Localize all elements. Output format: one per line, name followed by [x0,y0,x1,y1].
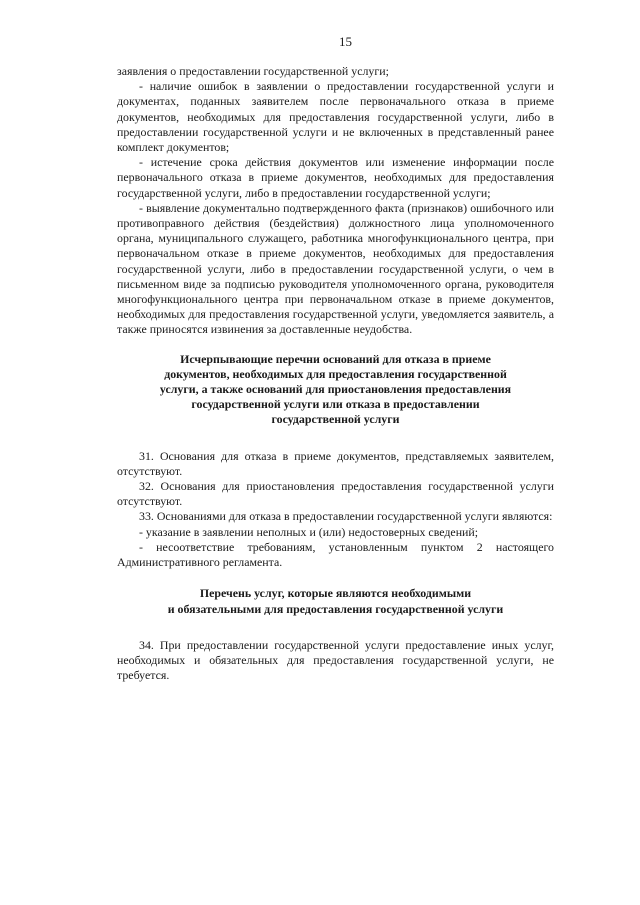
paragraph: - выявление документально подтвержденного факта (признаков) ошибочного или противоправного действия (бездействия) должностного лица уполномоченного органа, муниципального служащего, работника многофункционального центра, при первоначальном отказе в приеме документов, необходимых для предоставления государственной услуги, либо в предоставлении государственной услуги, о чем в письменном виде за подписью руководителя уполномоченного органа, руководителя многофункционального центра при первоначальном отказе в приеме документов, необходимых для предоставления государственной услуги, уведомляется заявитель, а также приносятся извинения за доставленные неудобства. [117,200,554,337]
paragraph: 33. Основаниями для отказа в предоставлении государственной услуги являются: [139,509,553,524]
section-heading-line: Перечень услуг, которые являются необходимыми [199,586,472,601]
section-heading-line: услуги, а также оснований для приостановления предоставления [159,382,512,397]
paragraph: - истечение срока действия документов или изменение информации после первоначального отказа в приеме документов, необходимых для предоставления государственной услуги, либо в предоставлении государственной услуги; [117,155,554,200]
paragraph: 32. Основания для приостановления предоставления государственной услуги отсутствуют. [117,479,554,509]
section-heading-line: Исчерпывающие перечни оснований для отказа в приеме [180,351,491,366]
section-heading-line: государственной услуги [271,412,400,427]
page-number: 15 [339,34,352,49]
paragraph: заявления о предоставлении государственной услуги; [117,64,389,78]
section-heading-line: документов, необходимых для предоставления государственной [164,366,507,381]
section-heading-line: и обязательными для предоставления государственной услуги [167,601,504,616]
section-heading [117,352,554,428]
paragraph: 31. Основания для отказа в приеме документов, представляемых заявителем, отсутствуют. [117,448,554,478]
paragraph: - указание в заявлении неполных и (или) недостоверных сведений; [139,524,479,539]
section-heading-line: государственной услуги или отказа в предоставлении [191,397,480,412]
paragraph: - наличие ошибок в заявлении о предоставлении государственной услуги и документах, поданных заявителем после первоначального отказа в приеме документов, необходимых для предоставления государственной услуги, либо в предоставлении государственной услуги и не включенных в представленный ранее комплект документов; [117,79,554,155]
section-heading [117,586,554,616]
paragraph: 34. При предоставлении государственной услуги предоставление иных услуг, необходимых и обязательных для предоставления государственной услуги, не требуется. [117,637,554,683]
paragraph: - несоответствие требованиям, установленным пунктом 2 настоящего Административного регламента. [117,539,554,570]
document-body [117,64,554,683]
